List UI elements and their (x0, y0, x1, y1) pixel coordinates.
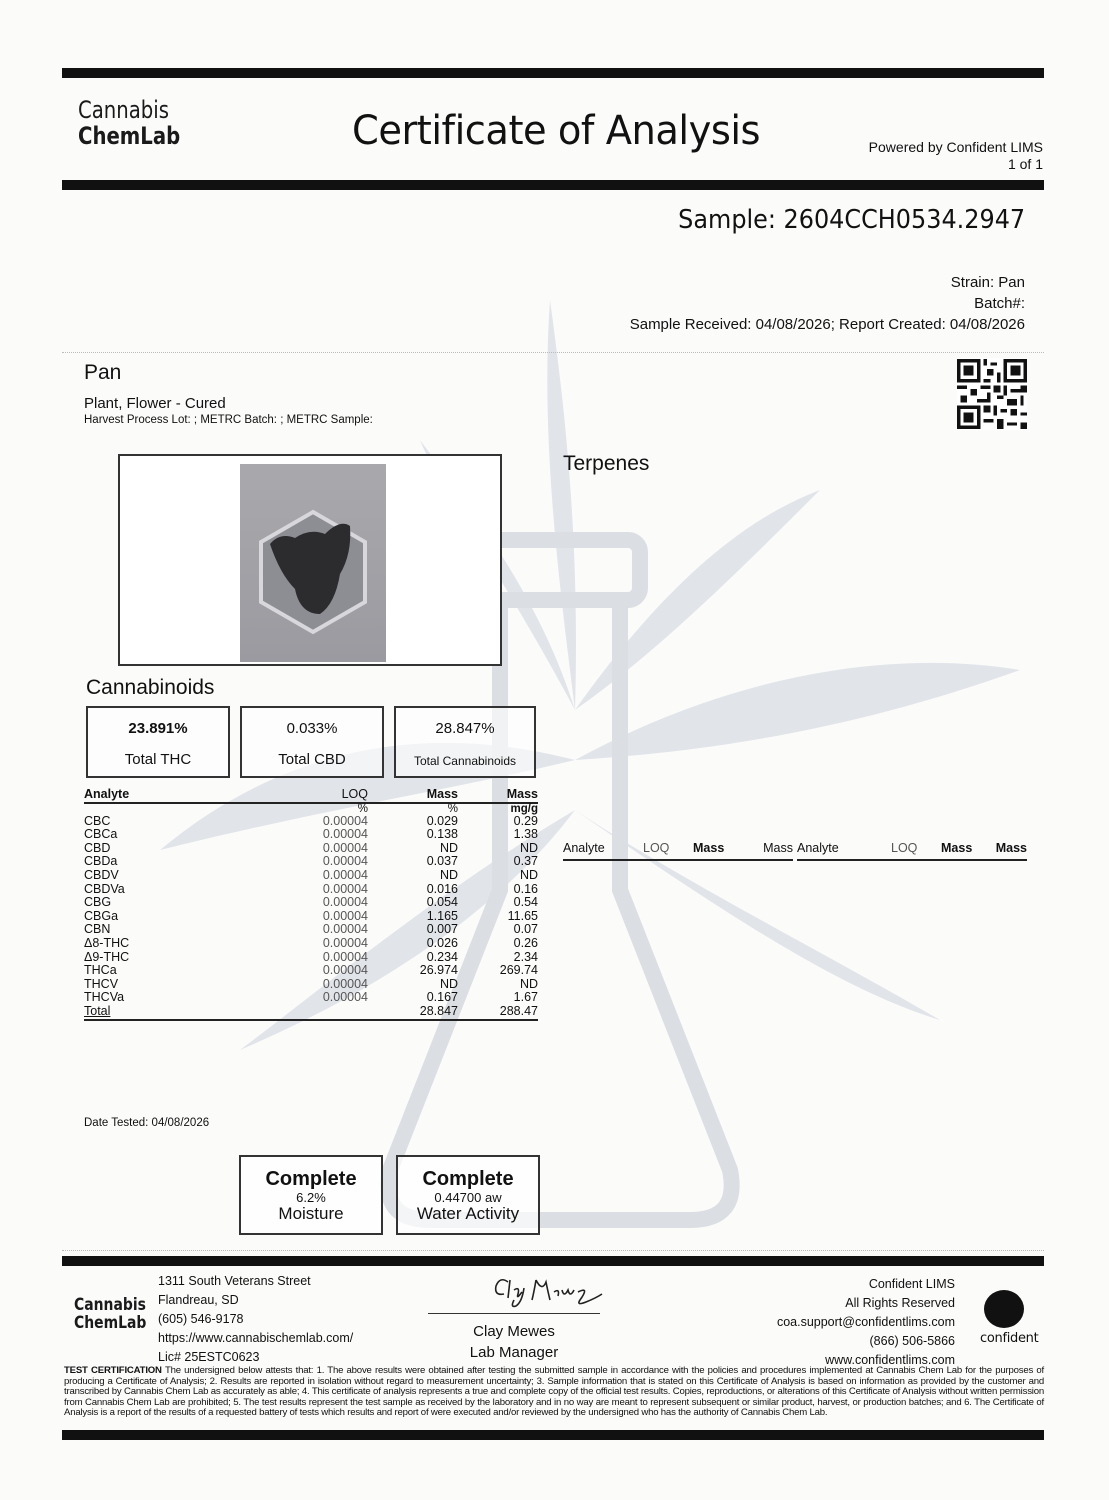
signature-icon (430, 1272, 606, 1312)
unit-pct: % (447, 802, 458, 815)
lab-logo-line1: Cannabis (78, 96, 170, 124)
cell-analyte: CBC (84, 813, 111, 828)
total-cbd-value: 0.033% (286, 720, 338, 737)
date-tested: Date Tested: 04/08/2026 (84, 1117, 210, 1129)
table-row (84, 828, 538, 842)
sample-photo (240, 464, 386, 662)
signer-name: Clay Mewes (473, 1323, 555, 1340)
moisture-box (239, 1155, 383, 1235)
cell-mass-mgg: 1.38 (513, 827, 538, 842)
cell-analyte: CBN (84, 922, 111, 937)
signer-title: Lab Manager (469, 1344, 559, 1361)
cell-mass-mgg: ND (519, 867, 538, 882)
col-mass-mgg: Mass (458, 788, 538, 803)
table-row (84, 964, 538, 978)
footer-top-rule (62, 1256, 1044, 1266)
table-row (84, 910, 538, 924)
terp-col-mass-4: Mass (995, 841, 1027, 855)
cell-analyte: CBGa (84, 908, 119, 923)
cell-analyte: Δ9-THC (84, 949, 130, 964)
cell-loq: 0.00004 (322, 990, 368, 1005)
product-type: Plant, Flower - Cured (84, 395, 226, 412)
table-row (84, 855, 538, 869)
table-row (84, 883, 538, 897)
total-cbd-label: Total CBD (278, 751, 346, 768)
sample-dates: Sample Received: 04/08/2026; Report Created: 04/08/2026 (629, 316, 1025, 333)
cell-loq: 0.00004 (322, 813, 368, 828)
cell-mass-mgg: 0.16 (513, 881, 538, 896)
confident-logo (980, 1290, 1039, 1346)
moisture-value: 6.2% (296, 1190, 326, 1205)
cell-mass-pct: 0.054 (426, 895, 458, 910)
cell-analyte: THCa (84, 963, 117, 978)
cannabinoids-title: Cannabinoids (86, 676, 215, 699)
cell-loq: 0.00004 (322, 881, 368, 896)
qr-code-icon[interactable] (957, 358, 1027, 430)
powered-by-text: Powered by Confident LIMS (868, 139, 1043, 155)
cell-loq: 0.00004 (322, 976, 368, 991)
lab-website-link[interactable]: https://www.cannabischemlab.com/ (158, 1331, 354, 1345)
cell-mass-mgg: 11.65 (507, 908, 538, 923)
cell-mass-mgg: ND (519, 976, 538, 991)
cell-mass-pct: 0.007 (426, 922, 458, 937)
confident-logo-text: confident (980, 1331, 1039, 1346)
unit-analyte (84, 803, 204, 815)
lab-logo-line2: ChemLab (78, 121, 181, 150)
product-lot-info: Harvest Process Lot: ; METRC Batch: ; METRC Sample: (84, 414, 373, 426)
sample-photo-frame (118, 454, 502, 666)
cell-analyte: THCVa (84, 990, 125, 1005)
sample-meta (630, 272, 1025, 335)
cell-mass-pct: 28.847 (368, 1005, 458, 1020)
cell-loq: 0.00004 (322, 949, 368, 964)
address-city: Flandreau, SD (158, 1293, 239, 1307)
page-count: 1 of 1 (1007, 155, 1043, 172)
table-row (84, 815, 538, 829)
lims-phone: (866) 506-5866 (869, 1334, 955, 1348)
terp-col-analyte: Analyte (563, 841, 605, 855)
table-header-row (84, 788, 538, 803)
cell-loq: 0.00004 (322, 935, 368, 950)
cell-mass-mgg: ND (519, 840, 538, 855)
footer-logo-line1: Cannabis (74, 1295, 146, 1315)
table-row (84, 951, 538, 965)
table-row (84, 869, 538, 883)
cell-mass-mgg: 288.47 (458, 1005, 538, 1020)
cell-mass-pct: 0.029 (426, 813, 458, 828)
lab-address (158, 1272, 353, 1367)
document-title: Certificate of Analysis (352, 108, 761, 154)
cell-mass-mgg: 0.26 (513, 935, 538, 950)
signature-line (428, 1313, 600, 1314)
lims-name: Confident LIMS (868, 1277, 955, 1291)
lab-phone: (605) 546-9178 (158, 1312, 244, 1326)
cell-mass-mgg: 0.37 (513, 854, 538, 869)
terpenes-header-left (563, 841, 793, 861)
total-cannabinoids-value: 28.847% (435, 720, 495, 737)
cell-analyte: CBDa (84, 854, 118, 869)
total-thc-box (86, 706, 230, 778)
cell-mass-pct: 0.138 (426, 827, 458, 842)
cell-loq: 0.00004 (322, 922, 368, 937)
batch-number: Batch#: (974, 295, 1025, 312)
table-row (84, 896, 538, 910)
cell-mass-pct: 1.165 (426, 908, 458, 923)
lims-rights: All Rights Reserved (845, 1296, 955, 1310)
table-row (84, 991, 538, 1005)
header-bottom-rule (62, 180, 1044, 190)
cell-mass-mgg: 0.54 (513, 895, 538, 910)
footer-bottom-rule (62, 1430, 1044, 1440)
total-cannabinoids-label: Total Cannabinoids (413, 754, 517, 768)
footer-lab-logo (74, 1296, 146, 1333)
total-thc-value: 23.891% (128, 720, 188, 737)
col-analyte: Analyte (84, 788, 204, 803)
lims-contact (777, 1275, 955, 1370)
cell-mass-pct: 0.234 (426, 949, 458, 964)
powered-by (869, 139, 1043, 173)
water-activity-value: 0.44700 aw (434, 1190, 502, 1205)
strain: Strain: Pan (950, 274, 1025, 291)
cell-loq: 0.00004 (322, 895, 368, 910)
terpenes-header-right (797, 841, 1027, 861)
cell-loq (204, 1005, 368, 1020)
test-certification (64, 1366, 1044, 1419)
cell-loq: 0.00004 (322, 867, 368, 882)
cell-analyte: Δ8-THC (84, 935, 130, 950)
cell-analyte: CBDV (84, 867, 119, 882)
cell-analyte: CBDVa (84, 881, 125, 896)
cannabis-leaf-flask-watermark (120, 290, 1060, 1270)
moisture-label: Moisture (278, 1204, 344, 1224)
total-thc-label: Total THC (124, 751, 192, 768)
unit-loq: % (357, 802, 368, 815)
water-activity-status: Complete (422, 1168, 514, 1190)
cell-analyte: Total (84, 1005, 204, 1020)
terpenes-title: Terpenes (563, 452, 650, 475)
cell-mass-pct: 0.026 (426, 935, 458, 950)
cell-loq: 0.00004 (322, 963, 368, 978)
total-cbd-box (240, 706, 384, 778)
cell-mass-pct: 26.974 (419, 963, 458, 978)
table-row (84, 842, 538, 856)
divider (62, 1250, 1044, 1251)
terp-col-mass-2: Mass (763, 841, 793, 855)
table-row (84, 978, 538, 992)
cell-mass-pct: ND (439, 867, 458, 882)
units-row (84, 803, 538, 815)
header-top-rule (62, 68, 1044, 78)
certification-text: The undersigned below attests that: 1. The above results were obtained after testing the submitted sample in accordance with the policies and procedures implemented at Cannabis Chem Lab for the purposes of producing a Certificate of Analysis; 2. Results are reported in isolation without regard to measurement uncertainty; 3. Sample information that is stated on this Certificate of Analysis is based on information as provided by the customer and transcribed by Cannabis Chem Lab as accurately as able; 4. This certificate of analysis represents a true and complete copy of the official test results. Copies, reproductions, or alterations of this Certificate of Analysis without written permission from Cannabis Chem Lab are prohibited; 5. The test results represent the test sample as received by the laboratory and in no way are meant to represent subsequent or similar product, harvest, or production batches; and 6. The Certificate of Analysis is a report of the results of a requested battery of tests which results and report of were executed and/or reviewed by the undersigned who has the authority of Cannabis Chem Lab. (64, 1365, 1045, 1419)
certification-heading: TEST CERTIFICATION (64, 1365, 162, 1376)
product-name: Pan (84, 361, 122, 384)
cell-mass-mgg: 0.07 (513, 922, 538, 937)
cell-loq: 0.00004 (322, 840, 368, 855)
cell-analyte: CBD (84, 840, 111, 855)
water-activity-label: Water Activity (416, 1204, 520, 1224)
cell-mass-mgg: 0.29 (513, 813, 538, 828)
terp-col-loq-2: LOQ (891, 841, 918, 855)
divider (62, 352, 1044, 353)
cell-mass-pct: 0.016 (426, 881, 458, 896)
terp-col-loq: LOQ (643, 841, 670, 855)
water-activity-box (396, 1155, 540, 1235)
moisture-status: Complete (265, 1168, 357, 1190)
cell-mass-pct: 0.037 (426, 854, 458, 869)
terp-col-analyte-2: Analyte (797, 841, 839, 855)
cell-analyte: CBG (84, 895, 112, 910)
confident-logo-icon (984, 1290, 1024, 1328)
cell-mass-pct: ND (439, 976, 458, 991)
cell-mass-mgg: 269.74 (499, 963, 538, 978)
cell-analyte: CBCa (84, 827, 118, 842)
total-cannabinoids-box (394, 706, 536, 778)
cell-mass-mgg: 2.34 (513, 949, 538, 964)
lims-email-link[interactable]: coa.support@confidentlims.com (776, 1315, 955, 1329)
cannabinoids-table (84, 788, 538, 1021)
cell-loq: 0.00004 (322, 827, 368, 842)
footer-logo-line2: ChemLab (74, 1313, 147, 1334)
col-mass-pct: Mass (368, 788, 458, 803)
lims-website-link[interactable]: www.confidentlims.com (825, 1353, 955, 1367)
lab-license: Lic# 25ESTC0623 (158, 1350, 260, 1364)
cell-loq: 0.00004 (322, 854, 368, 869)
lab-logo (78, 98, 180, 150)
cell-mass-mgg: 1.67 (513, 990, 538, 1005)
col-loq: LOQ (204, 788, 368, 803)
table-total-row (84, 1005, 538, 1020)
table-row (84, 937, 538, 951)
terp-col-mass-3: Mass (941, 841, 973, 855)
address-street: 1311 South Veterans Street (158, 1274, 311, 1288)
cell-mass-pct: ND (439, 840, 458, 855)
sample-id: Sample: 2604CCH0534.2947 (678, 205, 1025, 235)
table-row (84, 923, 538, 937)
unit-mgg: mg/g (510, 802, 538, 815)
terp-col-mass-1: Mass (693, 841, 725, 855)
cell-analyte: THCV (84, 976, 119, 991)
signer (428, 1321, 600, 1363)
cell-mass-pct: 0.167 (426, 990, 458, 1005)
cell-loq: 0.00004 (322, 908, 368, 923)
